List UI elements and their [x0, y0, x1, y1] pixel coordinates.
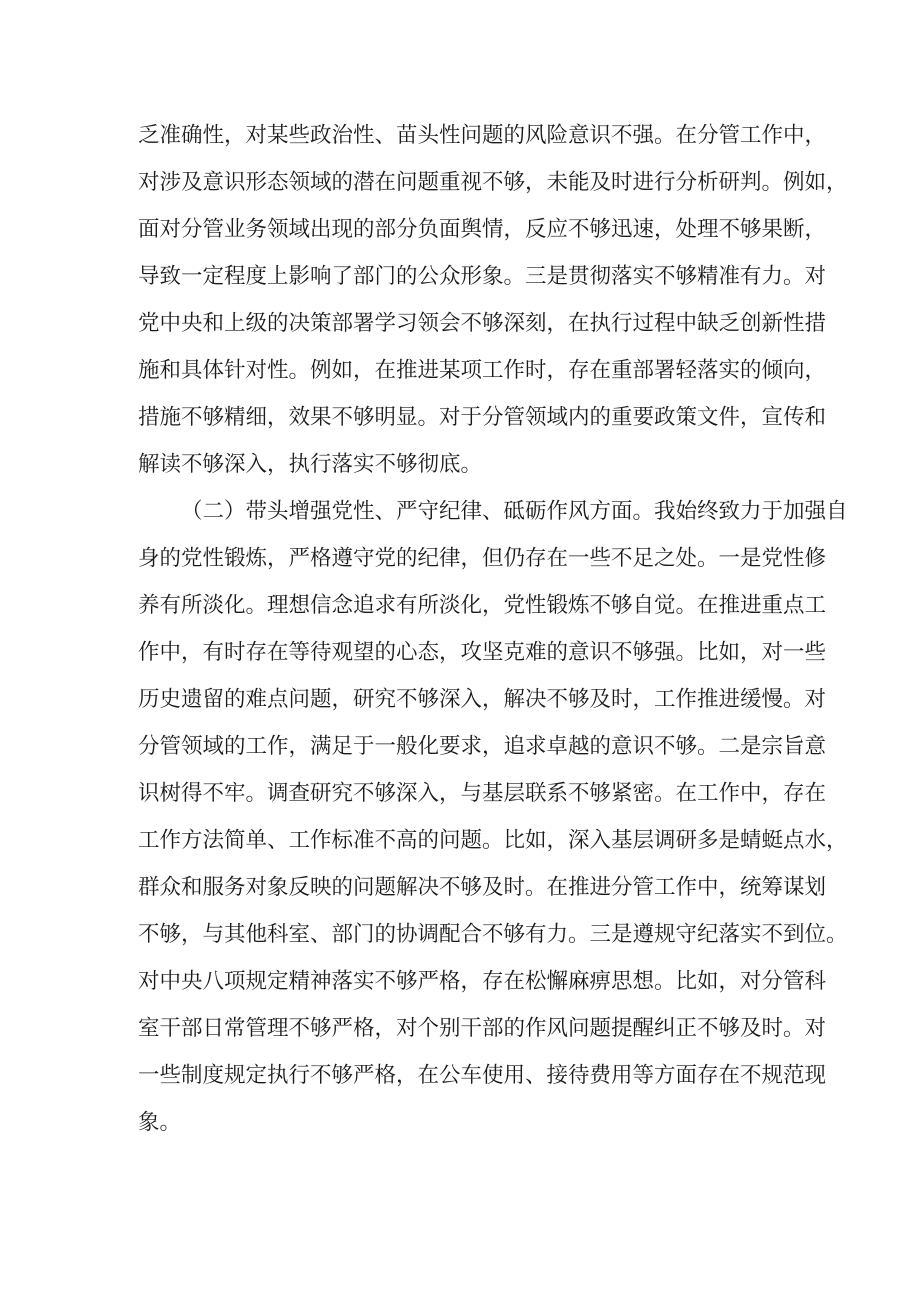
- text-line: 识树得不牢。调查研究不够深入，与基层联系不够紧密。在工作中，存在: [138, 781, 827, 806]
- document-body: [138, 112, 848, 1146]
- text-line: 象。: [138, 1110, 182, 1135]
- text-line: 措施不够精细，效果不够明显。对于分管领域内的重要政策文件，宣传和: [138, 405, 827, 430]
- text-line: 身的党性锻炼，严格遵守党的纪律，但仍存在一些不足之处。一是党性修: [138, 546, 827, 571]
- text-line: 党中央和上级的决策部署学习领会不够深刻，在执行过程中缺乏创新性措: [138, 311, 827, 336]
- text-line: 作中，有时存在等待观望的心态，攻坚克难的意识不够强。比如，对一些: [138, 640, 827, 665]
- text-line: 导致一定程度上影响了部门的公众形象。三是贯彻落实不够精准有力。对: [138, 264, 827, 289]
- text-line: 对涉及意识形态领域的潜在问题重视不够，未能及时进行分析研判。例如，: [138, 170, 848, 195]
- text-line: 一些制度规定执行不够严格，在公车使用、接待费用等方面存在不规范现: [138, 1063, 827, 1088]
- paragraph-1: [138, 112, 848, 488]
- text-line: 乏准确性，对某些政治性、苗头性问题的风险意识不强。在分管工作中，: [138, 123, 827, 148]
- text-line: 解读不够深入，执行落实不够彻底。: [138, 452, 483, 477]
- text-line: 工作方法简单、工作标准不高的问题。比如，深入基层调研多是蜻蜓点水，: [138, 828, 848, 853]
- text-line: 群众和服务对象反映的问题解决不够及时。在推进分管工作中，统筹谋划: [138, 875, 827, 900]
- section-heading-line: （二）带头增强党性、严守纪律、砥砺作风方面。我始终致力于加强自: [181, 499, 848, 524]
- text-line: 对中央八项规定精神落实不够严格，存在松懈麻痹思想。比如，对分管科: [138, 969, 827, 994]
- text-line: 养有所淡化。理想信念追求有所淡化，党性锻炼不够自觉。在推进重点工: [138, 593, 827, 618]
- text-line: 施和具体针对性。例如，在推进某项工作时，存在重部署轻落实的倾向，: [138, 358, 827, 383]
- text-line: 历史遗留的难点问题，研究不够深入，解决不够及时，工作推进缓慢。对: [138, 687, 827, 712]
- text-line: 不够，与其他科室、部门的协调配合不够有力。三是遵规守纪落实不到位。: [138, 922, 848, 947]
- text-line: 室干部日常管理不够严格，对个别干部的作风问题提醒纠正不够及时。对: [138, 1016, 827, 1041]
- text-line: 分管领域的工作，满足于一般化要求，追求卓越的意识不够。二是宗旨意: [138, 734, 827, 759]
- paragraph-2: [138, 488, 848, 1146]
- text-line: 面对分管业务领域出现的部分负面舆情，反应不够迅速，处理不够果断，: [138, 217, 827, 242]
